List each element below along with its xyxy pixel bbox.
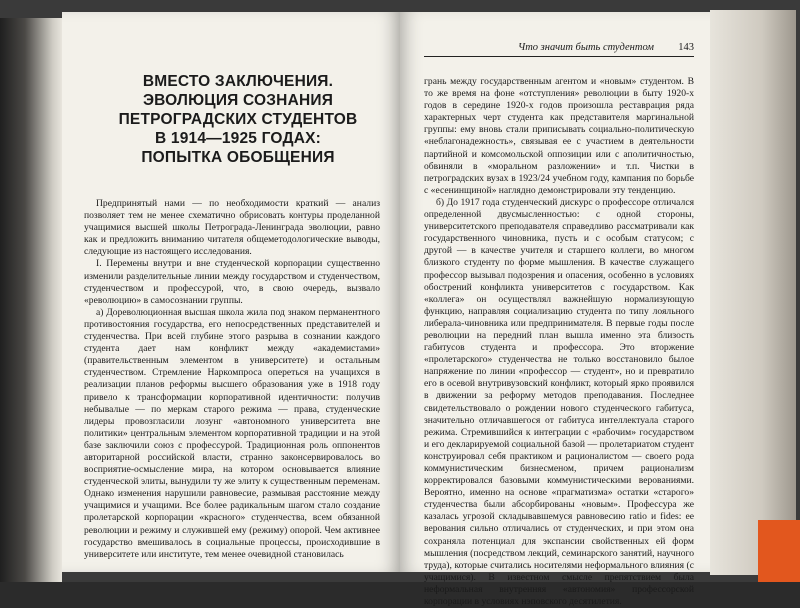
right-page [400,12,710,608]
page-number: 143 [678,42,694,53]
chapter-heading [102,72,374,167]
heading-line: ПОПЫТКА ОБОБЩЕНИЯ [141,149,335,166]
paragraph: б) До 1917 года студенческий дискурс о профессоре отличался определенной двусмысленностью: с одной стороны, университетского преподавателя справедливо рассматривали как государственного чиновника, пусть и с особым статусом; с другой — в качестве учителя и старшего коллеги, во многом близкого студенту по форме мышления. В качестве служащего профессор вызывал подозрения и опасения, особенно в условиях обострений конфликта университетов с государством. Как «коллега» он осуществлял важнейшую нормализующую функцию, направляя социализацию студента по типу лояльного либерала-чиновника или предпринимателя. В первые годы после революции на передний план вышла именно эта близость габитусов студента и профессора. Это вторжение «пролетарского» студенчества не только восстановило былое напряжение по линии «профессор — студент», но и превратило его в осевой внутривузовский конфликт, который ярко проявился в движении за реформу методов преподавания. Последнее свидетельствовало о рождении нового студенческого габитуса, значительно отличавшегося от габитуса интеллектуала старого режима. Стремившийся к интеграции с «рабочим» государством и его декларируемой социальной базой — пролетариатом студент конструировал себя практиком и рационалистом — своего рода коммунистическим бизнесменом, причем рационализм корректировался базовыми коммунистическими верованиями. Вероятно, именно на основе «прагматизма» остатки «старого» студенчества были абсорбированы «новым». Профессура же казалась угрозой складывавшемуся равновесию ratio и fides: ее верования сильно отличались от студенческих, и при этом она сохраняла потенциал для экспансии свойственных ей форм мышления (посредством лекций, семинарского занятий, научного труда), которые считались носителями неформального влияния (с учащимися). В известном смысле препятствием была неформальная внутренняя «автономия» профессорской корпорации в условиях нэповского десятилетия. [424,196,694,608]
heading-line: В 1914—1925 ГОДАХ: [154,130,322,147]
left-body-text [84,198,380,561]
running-header-title: Что значит быть студентом [517,42,654,53]
paragraph: I. Перемены внутри и вне студенческой корпорации существенно изменили разделительные линии между государством и студенчеством, студенчеством и профессурой, что, в свою очередь, вызвало «революцию» в самосознании группы. [84,258,380,306]
left-page [62,12,400,572]
book-cover-edge-left [0,18,62,582]
paragraph: а) Дореволюционная высшая школа жила под знаком перманентного противостояния государства, его непосредственных представителей и студенчества. При всей глубине этого разрыва в сознании каждого студента дает нам конфликт между «академистами» (правительственным элементом в университете) и остальным студенчеством. Стремление Наркомпроса опереться на учащихся в реализации планов реформы высшего образования уже в 1918 году привело к трансформации корпоративной идентичности: получив небывалые — по меркам старого режима — права, студенческие лидеры провозгласили лозунг «автономного университета вне политики» центральным элементом корпоративной традиции и на этой базе заключили союз с профессурой. Традиционная роль оппонентов авторитарной российской власти, странно законсервировалось во восприятие-осмысление мира, на котором основывается влияние студенческой элиты, вынудили ту же элиту к существенным переменам. Однако изменения нарушили равновесие, размывая расстояние между учащимися и учащими. Все более радикальным шагом стало создание пролетарской корпорации «красного» студенчества, всем обязанной революции и режиму и служившей ему (режиму) опорой. Чем активнее государство вмешивалось в социальные процессы, происходившие в университете или институте, тем менее очевидной становилась [84,306,380,560]
running-header [424,42,694,57]
right-body-text [424,76,694,608]
heading-line: ВМЕСТО ЗАКЛЮЧЕНИЯ. [142,73,334,90]
paragraph: Предпринятый нами — по необходимости краткий — анализ позволяет тем не менее схематично обрисовать контуры проделанной учащимися высшей школы Петрограда-Ленинграда эволюции, равно как и предложить вниманию читателя общеметодологические выводы, следующие из настоящего исследования. [84,198,380,258]
orange-label-strip [758,520,800,582]
heading-line: ЭВОЛЮЦИЯ СОЗНАНИЯ [142,92,334,109]
paragraph: грань между государственным агентом и «новым» студентом. В то же время на фоне «отступления» революции в быту 1920-х годов в середине 1920-х годов произошла реставрация ряда характерных черт студента как представителя маргинальной группы: ему вновь стали приписывать социально-политическую «неблагонадежность», связывая ее с участием в деятельности партийной и комсомольской оппозиции или с аполитичностью, обвиняли в «моральном разложении» и т.п. Чистки в петроградских вузах в 1923/24 учебном году, кампания по борьбе с «есенинщиной» наглядно демонстрировали эту тенденцию. [424,76,694,196]
page-edges-right [710,10,796,575]
heading-line: ПЕТРОГРАДСКИХ СТУДЕНТОВ [118,111,358,128]
